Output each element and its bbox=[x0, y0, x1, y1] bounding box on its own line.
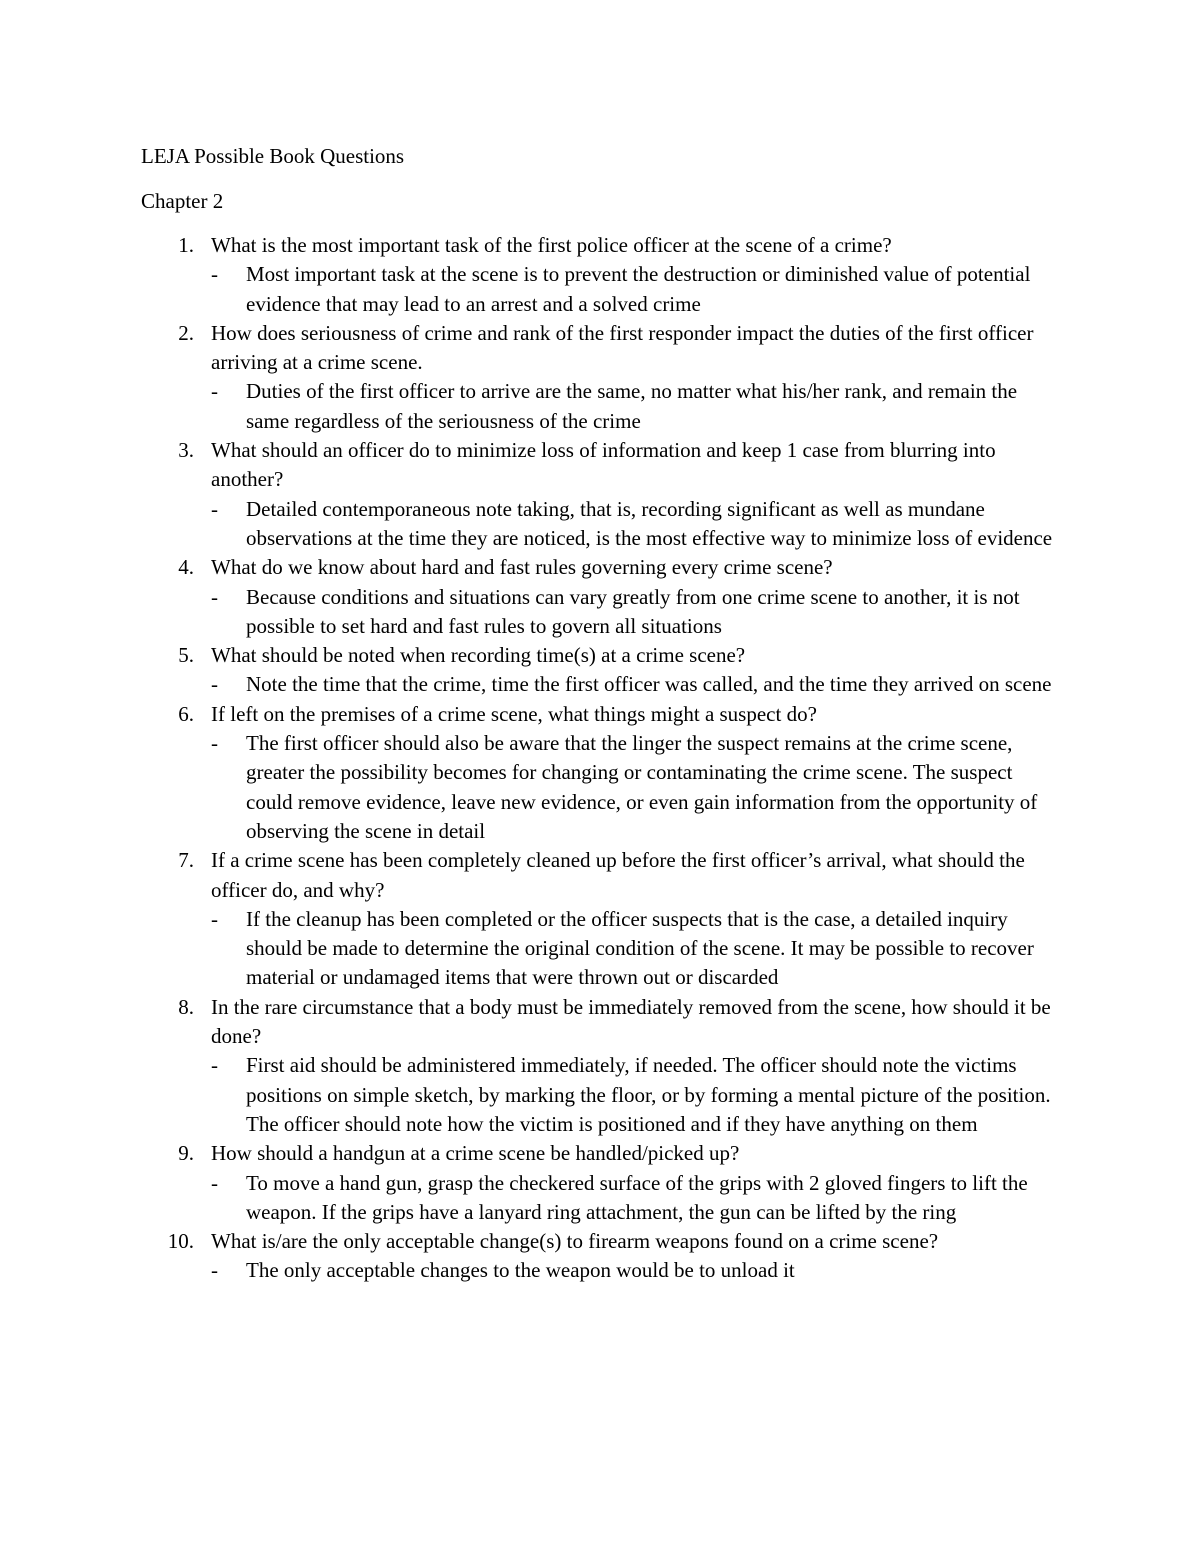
question-number: 7. bbox=[178, 848, 194, 873]
chapter-heading: Chapter 2 bbox=[141, 189, 224, 213]
answer-text: Duties of the first officer to arrive are the same, no matter what his/her rank, and remain the same regardless of the seriousness of the crime bbox=[246, 379, 1018, 433]
dash-bullet: - bbox=[211, 496, 218, 521]
question-item-9 bbox=[0, 1139, 1200, 1227]
question-list bbox=[0, 231, 1200, 1286]
dash-bullet: - bbox=[211, 1053, 218, 1078]
answer-text: Note the time that the crime, time the first officer was called, and the time they arrived on scene bbox=[246, 672, 1052, 697]
question-number: 8. bbox=[178, 994, 194, 1019]
question-item-3 bbox=[0, 436, 1200, 553]
question-number: 10. bbox=[167, 1229, 194, 1254]
question-item-8 bbox=[0, 993, 1200, 1139]
question-text: What do we know about hard and fast rules governing every crime scene? bbox=[211, 555, 833, 580]
answer-text: The first officer should also be aware that the linger the suspect remains at the crime scene, greater the possibility becomes for changing or contaminating the crime scene. The suspect could remove evidence, leave new evidence, or even gain information from the opportunity of observing the scene in detail bbox=[246, 731, 1038, 843]
dash-bullet: - bbox=[211, 1170, 218, 1195]
answer-text: Most important task at the scene is to prevent the destruction or diminished value of potential evidence that may lead to an arrest and a solved crime bbox=[246, 262, 1031, 316]
question-text: What should an officer do to minimize loss of information and keep 1 case from blurring into another? bbox=[211, 438, 996, 492]
question-item-1 bbox=[0, 231, 1200, 319]
dash-bullet: - bbox=[211, 672, 218, 697]
question-text: How should a handgun at a crime scene be handled/picked up? bbox=[211, 1141, 740, 1166]
question-item-7 bbox=[0, 846, 1200, 992]
answer-item bbox=[0, 905, 1200, 993]
question-item-4 bbox=[0, 553, 1200, 641]
dash-bullet: - bbox=[211, 584, 218, 609]
answer-item bbox=[0, 1169, 1200, 1228]
question-number: 6. bbox=[178, 701, 194, 726]
dash-bullet: - bbox=[211, 906, 218, 931]
answer-item bbox=[0, 260, 1200, 319]
question-number: 4. bbox=[178, 555, 194, 580]
answer-item bbox=[0, 1051, 1200, 1139]
answer-item bbox=[0, 495, 1200, 554]
document-title: LEJA Possible Book Questions bbox=[141, 144, 405, 168]
answer-item bbox=[0, 1256, 1200, 1285]
question-text: If left on the premises of a crime scene, what things might a suspect do? bbox=[211, 701, 817, 726]
answer-text: To move a hand gun, grasp the checkered surface of the grips with 2 gloved fingers to lift the weapon. If the grips have a lanyard ring attachment, the gun can be lifted by the ring bbox=[246, 1170, 1028, 1224]
question-item-5 bbox=[0, 641, 1200, 700]
answer-item bbox=[0, 729, 1200, 846]
dash-bullet: - bbox=[211, 379, 218, 404]
question-text: What is the most important task of the first police officer at the scene of a crime? bbox=[211, 233, 892, 257]
question-text: How does seriousness of crime and rank of the first responder impact the duties of the first officer arriving at a crime scene. bbox=[211, 320, 1034, 375]
question-text: If a crime scene has been completely cleaned up before the first officer’s arrival, what should the officer do, and why? bbox=[211, 848, 1025, 902]
question-item-2 bbox=[0, 319, 1200, 436]
question-text: What should be noted when recording time(s) at a crime scene? bbox=[211, 643, 746, 668]
dash-bullet: - bbox=[211, 262, 218, 287]
question-item-6 bbox=[0, 700, 1200, 846]
answer-item bbox=[0, 377, 1200, 436]
question-text: What is/are the only acceptable change(s) to firearm weapons found on a crime scene? bbox=[211, 1229, 939, 1254]
question-item-10 bbox=[0, 1227, 1200, 1286]
dash-bullet: - bbox=[211, 1258, 218, 1283]
question-number: 9. bbox=[178, 1141, 194, 1166]
answer-item bbox=[0, 583, 1200, 642]
question-number: 5. bbox=[178, 643, 194, 668]
answer-text: If the cleanup has been completed or the officer suspects that is the case, a detailed inquiry should be made to determine the original condition of the scene. It may be possible to recover material or undamaged items that were thrown out or discarded bbox=[246, 906, 1034, 990]
question-number: 2. bbox=[178, 320, 194, 345]
answer-text: The only acceptable changes to the weapon would be to unload it bbox=[246, 1258, 795, 1283]
answer-text: Because conditions and situations can vary greatly from one crime scene to another, it is not possible to set hard and fast rules to govern all situations bbox=[246, 584, 1020, 638]
answer-text: First aid should be administered immediately, if needed. The officer should note the victims positions on simple sketch, by marking the floor, or by forming a mental picture of the position. The officer should note how the victim is positioned and if they have anything on them bbox=[246, 1053, 1051, 1136]
answer-text: Detailed contemporaneous note taking, that is, recording significant as well as mundane observations at the time they are noticed, is the most effective way to minimize loss of evidence bbox=[246, 496, 1053, 550]
question-number: 1. bbox=[178, 233, 194, 257]
answer-item bbox=[0, 670, 1200, 699]
question-number: 3. bbox=[178, 438, 194, 463]
dash-bullet: - bbox=[211, 731, 218, 756]
question-text: In the rare circumstance that a body must be immediately removed from the scene, how should it be done? bbox=[211, 994, 1051, 1049]
